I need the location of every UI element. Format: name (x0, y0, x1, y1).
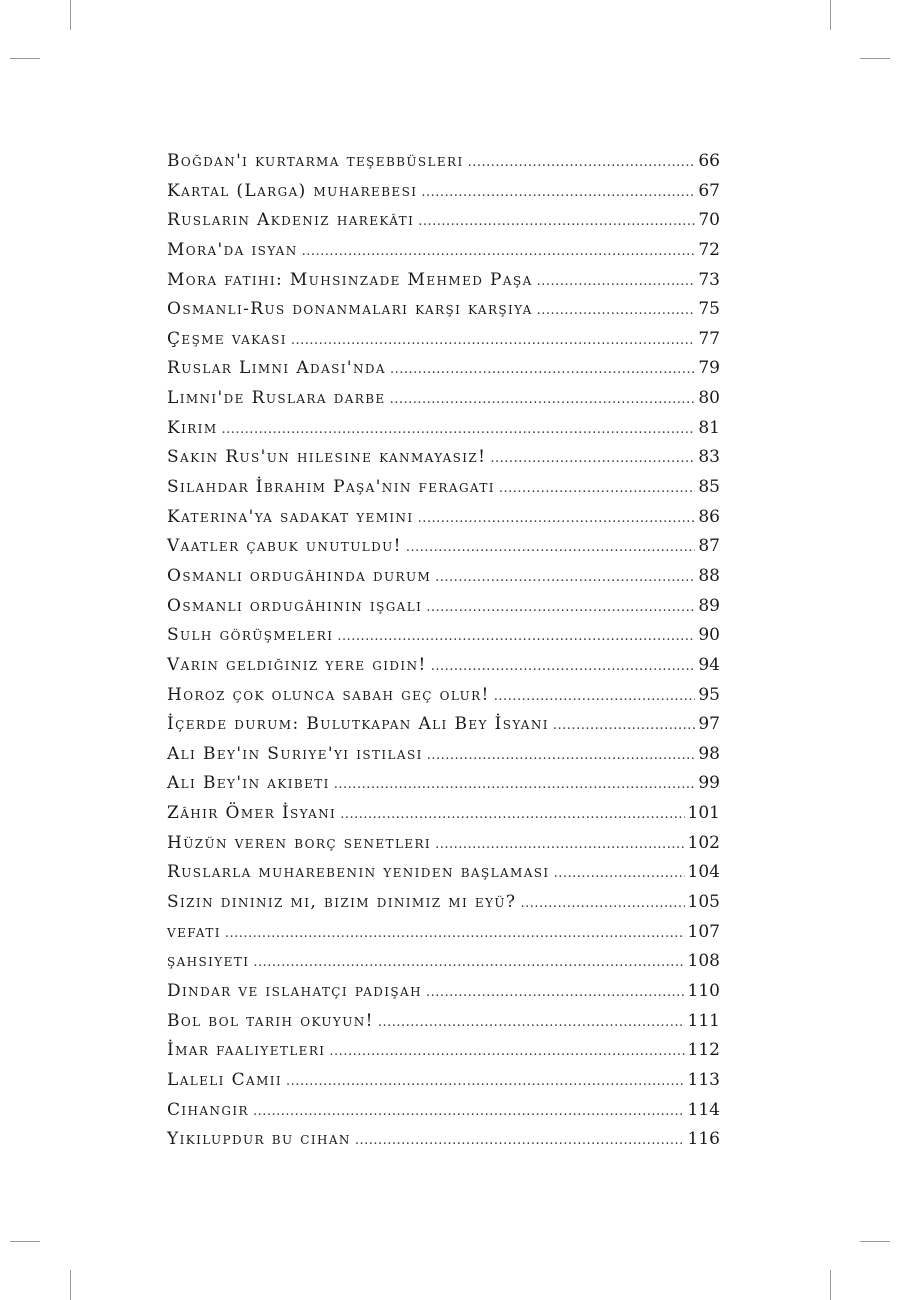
toc-entry (167, 1125, 720, 1155)
toc-entry-page-number: 97 (698, 714, 720, 735)
toc-dot-leader (390, 385, 696, 415)
toc-dot-leader (334, 770, 696, 800)
toc-entry-title: Mora'da isyan (167, 239, 298, 260)
toc-entry-title: Ruslarla muharebenin yeniden başlaması (167, 862, 550, 883)
toc-entry (167, 1066, 720, 1096)
toc-entry-page-number: 90 (698, 625, 720, 646)
toc-entry (167, 206, 720, 236)
toc-dot-leader (431, 652, 696, 682)
toc-dot-leader (286, 1067, 685, 1097)
toc-dot-leader (537, 296, 696, 326)
crop-mark-bottom-left (70, 1270, 71, 1300)
toc-entry (167, 651, 720, 681)
toc-dot-leader (421, 178, 695, 208)
toc-entry-title: Kırım (167, 417, 218, 438)
toc-entry-page-number: 87 (698, 536, 720, 557)
toc-dot-leader (426, 978, 685, 1008)
toc-entry (167, 710, 720, 740)
toc-entry (167, 325, 720, 355)
toc-entry (167, 414, 720, 444)
toc-entry (167, 858, 720, 888)
toc-entry-page-number: 105 (687, 892, 720, 913)
toc-entry-title: Katerina'ya sadakat yemini (167, 506, 414, 527)
toc-dot-leader (340, 800, 684, 830)
toc-entry-page-number: 99 (698, 773, 720, 794)
toc-dot-leader (435, 563, 695, 593)
toc-entry-title: İmar faaliyetleri (167, 1040, 326, 1061)
toc-entry-title: Rusların Akdeniz harekâtı (167, 210, 415, 231)
toc-entry-page-number: 66 (698, 151, 720, 171)
toc-entry-title: İçerde durum: Bulutkapan Ali Bey İsyanı (167, 714, 549, 735)
crop-mark-right-top (860, 58, 890, 59)
toc-dot-leader (554, 859, 685, 889)
toc-entry-title: Yıkılupdur bu cihan (167, 1129, 351, 1150)
crop-mark-right-bottom (860, 1241, 890, 1242)
toc-entry-title: Osmanlı ordugâhında durum (167, 565, 432, 586)
toc-entry-title: Sizin dininiz mi, bizim dinimiz mi eyü? (167, 892, 517, 913)
toc-dot-leader (225, 919, 685, 949)
toc-entry-page-number: 114 (687, 1099, 720, 1120)
toc-entry-page-number: 89 (698, 595, 720, 616)
toc-entry-page-number: 107 (687, 921, 720, 942)
toc-entry-title: Kartal (Larga) muharebesi (167, 180, 418, 201)
toc-entry-page-number: 72 (698, 239, 720, 260)
toc-entry (167, 681, 720, 711)
toc-dot-leader (426, 593, 695, 623)
toc-dot-leader (418, 207, 695, 237)
toc-entry-page-number: 95 (698, 684, 720, 705)
toc-entry (167, 503, 720, 533)
toc-entry-page-number: 112 (687, 1040, 720, 1061)
toc-entry-title: Limni'de Ruslara darbe (167, 388, 386, 409)
toc-entry-page-number: 83 (698, 447, 720, 468)
toc-entry-page-number: 80 (698, 388, 720, 409)
toc-entry-title: Silahdar İbrahim Paşa'nın feragati (167, 477, 495, 498)
toc-entry-page-number: 75 (698, 299, 720, 320)
toc-entry-title: Çeşme vakası (167, 328, 287, 349)
toc-dot-leader (378, 1008, 685, 1038)
crop-mark-left-top (10, 58, 40, 59)
toc-entry (167, 918, 720, 948)
toc-entry-page-number: 102 (687, 832, 720, 853)
toc-entry-title: Sakın Rus'un hilesine kanmayasız! (167, 447, 487, 468)
crop-mark-bottom-right (830, 1270, 831, 1300)
toc-entry (167, 1007, 720, 1037)
toc-entry-page-number: 108 (687, 951, 720, 972)
toc-dot-leader (490, 444, 695, 474)
toc-entry (167, 977, 720, 1007)
toc-entry-page-number: 94 (698, 654, 720, 675)
toc-dot-leader (390, 355, 695, 385)
toc-entry-title: Hüzün veren borç senetleri (167, 832, 432, 853)
toc-entry-title: Zâhir Ömer İsyanı (167, 803, 337, 824)
toc-entry (167, 473, 720, 503)
toc-dot-leader (355, 1126, 685, 1156)
toc-entry-page-number: 111 (687, 1010, 720, 1031)
toc-entry-title: Dindar ve ıslahatçı padişah (167, 980, 422, 1001)
toc-dot-leader (537, 267, 696, 297)
toc-entry (167, 829, 720, 859)
toc-entry (167, 947, 720, 977)
toc-entry (167, 236, 720, 266)
toc-entry-title: Vaatler çabuk unutuldu! (167, 536, 402, 557)
toc-entry (167, 799, 720, 829)
toc-entry-page-number: 77 (698, 328, 720, 349)
crop-mark-left-bottom (10, 1241, 40, 1242)
toc-entry-title: Cihangir (167, 1099, 249, 1120)
toc-entry-page-number: 101 (687, 803, 720, 824)
toc-entry-page-number: 81 (698, 417, 720, 438)
toc-dot-leader (253, 1097, 685, 1127)
toc-entry-title: Ali Bey'in Suriye'yi istilası (167, 743, 423, 764)
toc-dot-leader (499, 474, 695, 504)
toc-dot-leader (520, 889, 684, 919)
toc-entry-title: Sulh görüşmeleri (167, 625, 334, 646)
toc-dot-leader (329, 1037, 684, 1067)
toc-entry (167, 740, 720, 770)
toc-entry-title: Laleli Camii (167, 1069, 283, 1090)
toc-dot-leader (553, 711, 695, 741)
toc-dot-leader (291, 326, 695, 356)
toc-entry-page-number: 110 (687, 980, 720, 1001)
toc-entry (167, 443, 720, 473)
toc-entry-title: vefatı (167, 921, 221, 942)
toc-entry (167, 769, 720, 799)
toc-entry-page-number: 79 (698, 358, 720, 379)
crop-mark-top-right (830, 0, 831, 30)
toc-entry-page-number: 88 (698, 565, 720, 586)
toc-entry (167, 177, 720, 207)
toc-entry-title: Varın geldiğiniz yere gidin! (167, 654, 427, 675)
toc-entry (167, 1096, 720, 1126)
toc-entry (167, 592, 720, 622)
toc-entry-page-number: 67 (698, 180, 720, 201)
toc-entry-title: Ruslar Limni Adası'nda (167, 358, 386, 379)
toc-entry-title: Osmanlı-Rus donanmaları karşı karşıya (167, 299, 533, 320)
toc-dot-leader (435, 830, 684, 860)
toc-entry-page-number: 116 (687, 1129, 720, 1150)
table-of-contents (167, 147, 720, 1155)
toc-entry (167, 888, 720, 918)
toc-entry-page-number: 85 (698, 477, 720, 498)
toc-dot-leader (494, 682, 696, 712)
toc-dot-leader (406, 533, 696, 563)
toc-dot-leader (427, 741, 696, 771)
toc-entry-title: Osmanlı ordugâhının işgali (167, 595, 423, 616)
crop-mark-top-left (70, 0, 71, 30)
toc-entry (167, 147, 720, 177)
toc-entry-title: Bol bol tarih okuyun! (167, 1010, 374, 1031)
toc-entry (167, 1036, 720, 1066)
toc-entry (167, 295, 720, 325)
toc-entry-page-number: 73 (698, 269, 720, 290)
toc-entry-title: Boğdan'ı kurtarma teşebbüsleri (167, 151, 464, 171)
toc-entry (167, 266, 720, 296)
toc-entry-page-number: 113 (687, 1069, 720, 1090)
toc-entry-title: Horoz çok olunca sabah geç olur! (167, 684, 490, 705)
toc-entry-title: şahsiyeti (167, 951, 250, 972)
toc-dot-leader (253, 948, 684, 978)
toc-entry-page-number: 104 (687, 862, 720, 883)
toc-entry-title: Ali Bey'in akıbeti (167, 773, 330, 794)
toc-entry (167, 354, 720, 384)
toc-dot-leader (222, 415, 696, 445)
toc-entry-page-number: 86 (698, 506, 720, 527)
toc-entry (167, 384, 720, 414)
toc-dot-leader (468, 148, 696, 178)
toc-entry-title: Mora fatihi: Muhsinzade Mehmed Paşa (167, 269, 533, 290)
toc-entry (167, 621, 720, 651)
toc-dot-leader (302, 237, 696, 267)
toc-dot-leader (337, 622, 695, 652)
toc-entry (167, 532, 720, 562)
toc-dot-leader (418, 504, 696, 534)
toc-entry-page-number: 98 (698, 743, 720, 764)
toc-entry (167, 562, 720, 592)
toc-entry-page-number: 70 (698, 210, 720, 231)
